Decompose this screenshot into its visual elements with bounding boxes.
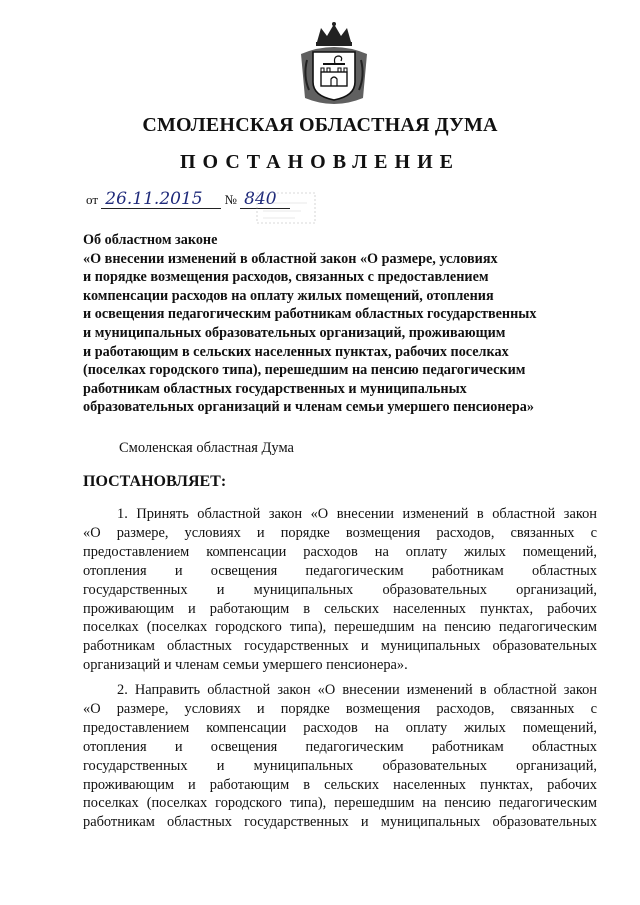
title-line: и порядке возмещения расходов, связанных с предоставлением [83, 269, 489, 286]
paragraph-line: организаций и членам семьи умершего пенсионера». [83, 657, 408, 674]
law-title-block [83, 231, 603, 417]
paragraph-line: «О размере, условиях и порядке возмещения расходов, связанных с [83, 524, 597, 541]
paragraph-line: 2. Направить областной закон «О внесении изменений в областной закон [117, 682, 597, 698]
number-label: № [224, 192, 237, 207]
title-line: образовательных организаций и членам семьи умершего пенсионера» [83, 399, 534, 416]
paragraph-line: отопления и освещения педагогическим работникам областных [83, 562, 597, 579]
paragraph-line: работникам областных государственных и муниципальных образовательных [83, 638, 597, 655]
title-line: работникам областных государственных и муниципальных [83, 380, 467, 397]
title-line: компенсации расходов на оплату жилых помещений, отопления [83, 287, 494, 304]
decree-keyword: ПОСТАНОВЛЯЕТ: [83, 473, 227, 490]
paragraph-line: государственных и муниципальных образовательных организаций, [83, 581, 597, 598]
paragraph-line: проживающим и работающим в сельских населенных пунктах, рабочих [83, 776, 597, 793]
paragraph-line: «О размере, условиях и порядке возмещения расходов, связанных с [83, 700, 597, 717]
paragraph-line: предоставлением компенсации расходов на оплату жилых помещений, [83, 719, 597, 736]
title-line: «О внесении изменений в областной закон «О размере, условиях [83, 250, 498, 267]
paragraph-line: проживающим и работающим в сельских населенных пунктах, рабочих [83, 600, 597, 617]
title-line: и муниципальных образовательных организаций, проживающим [83, 324, 506, 341]
paragraph-line: 1. Принять областной закон «О внесении изменений в областной закон [117, 506, 597, 522]
title-line: и работающим в сельских населенных пунктах, рабочих поселках [83, 343, 509, 360]
paragraph-line: государственных и муниципальных образовательных организаций, [83, 757, 597, 774]
coat-of-arms-emblem [297, 20, 371, 106]
title-line: и освещения педагогическим работникам областных государственных [83, 306, 537, 323]
document-type-heading: ПОСТАНОВЛЕНИЕ [180, 151, 460, 173]
paragraph-line: предоставлением компенсации расходов на оплату жилых помещений, [83, 543, 597, 560]
handwritten-number: 840 [240, 190, 290, 209]
paragraph-line: поселках (поселках городского типа), перешедшим на пенсию педагогическим [83, 619, 597, 636]
paragraph-1 [83, 505, 597, 675]
date-from-label: от [86, 192, 99, 207]
faded-registration-stamp [245, 175, 325, 231]
paragraph-line: отопления и освещения педагогическим работникам областных [83, 738, 597, 755]
organization-name: СМОЛЕНСКАЯ ОБЛАСТНАЯ ДУМА [142, 114, 498, 136]
handwritten-date: 26.11.2015 [101, 190, 221, 209]
title-line: (поселках городского типа), перешедшим на пенсию педагогическим [83, 362, 526, 379]
title-line: Об областном законе [83, 232, 218, 248]
paragraph-2 [83, 681, 597, 832]
duma-name-line: Смоленская областная Дума [119, 440, 294, 456]
paragraph-line: работникам областных государственных и муниципальных образовательных [83, 814, 597, 831]
paragraph-line: поселках (поселках городского типа), перешедшим на пенсию педагогическим [83, 795, 597, 812]
